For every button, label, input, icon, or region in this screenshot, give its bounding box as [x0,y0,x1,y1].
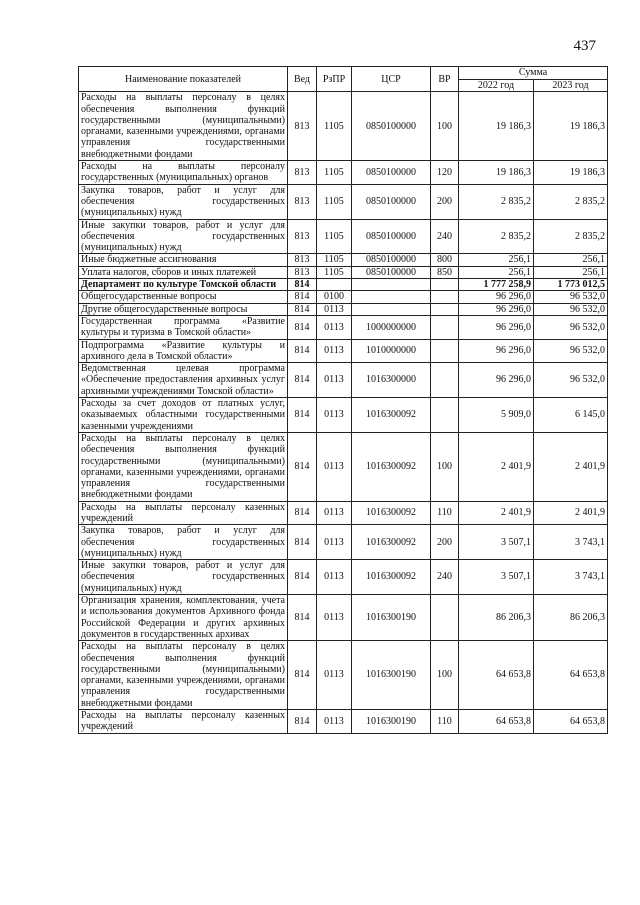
row-amount-2022: 2 401,9 [459,432,534,501]
row-csr: 0850100000 [352,184,431,219]
row-ved: 814 [288,398,317,433]
row-amount-2022: 19 186,3 [459,92,534,161]
row-vr: 100 [431,92,459,161]
row-rzpr: 1105 [317,254,352,266]
row-name: Другие общегосударственные вопросы [79,303,288,315]
table-row [79,279,608,291]
row-amount-2023: 2 835,2 [534,184,608,219]
row-csr: 1016300000 [352,363,431,398]
row-vr: 850 [431,266,459,278]
table-row [79,363,608,398]
row-vr: 100 [431,641,459,710]
header-rzpr: РзПР [317,67,352,92]
row-amount-2022: 19 186,3 [459,161,534,185]
row-name: Расходы на выплаты персоналу казенных учреждений [79,710,288,734]
header-name: Наименование показателей [79,67,288,92]
table-row [79,432,608,501]
row-csr: 1016300092 [352,501,431,525]
row-rzpr: 1105 [317,266,352,278]
row-rzpr: 0113 [317,363,352,398]
row-ved: 813 [288,184,317,219]
row-name: Уплата налогов, сборов и иных платежей [79,266,288,278]
row-csr: 1016300092 [352,525,431,560]
header-csr: ЦСР [352,67,431,92]
table-row [79,219,608,254]
row-name: Иные закупки товаров, работ и услуг для обеспечения государственных (муниципальных) нужд [79,560,288,595]
row-name: Расходы за счет доходов от платных услуг, оказываемых областными государственными казенными учреждениями [79,398,288,433]
table-row [79,710,608,734]
row-amount-2023: 1 773 012,5 [534,279,608,291]
row-vr: 200 [431,525,459,560]
row-amount-2023: 64 653,8 [534,641,608,710]
row-vr: 240 [431,560,459,595]
row-rzpr: 0113 [317,432,352,501]
row-rzpr: 1105 [317,92,352,161]
row-ved: 814 [288,641,317,710]
row-amount-2022: 86 206,3 [459,595,534,641]
row-name: Подпрограмма «Развитие культуры и архивного дела в Томской области» [79,339,288,363]
row-csr: 1016300190 [352,641,431,710]
header-vr: ВР [431,67,459,92]
row-csr: 1016300190 [352,710,431,734]
table-row [79,266,608,278]
row-vr [431,303,459,315]
row-vr: 200 [431,184,459,219]
row-rzpr: 1105 [317,219,352,254]
row-vr: 120 [431,161,459,185]
row-rzpr: 1105 [317,184,352,219]
row-amount-2022: 96 296,0 [459,339,534,363]
row-ved: 814 [288,291,317,303]
row-name: Расходы на выплаты персоналу в целях обеспечения выполнения функций государственными (муниципальными) органами, казенными учреждениями, органами управления государственными внебюджетными фондами [79,432,288,501]
row-ved: 814 [288,315,317,339]
row-name: Департамент по культуре Томской области [79,279,288,291]
row-csr: 1010000000 [352,339,431,363]
row-amount-2022: 256,1 [459,266,534,278]
row-csr: 0850100000 [352,219,431,254]
row-amount-2023: 2 835,2 [534,219,608,254]
row-ved: 814 [288,363,317,398]
row-amount-2023: 19 186,3 [534,161,608,185]
row-amount-2022: 3 507,1 [459,525,534,560]
row-csr: 0850100000 [352,92,431,161]
row-amount-2023: 3 743,1 [534,525,608,560]
row-name: Закупка товаров, работ и услуг для обеспечения государственных (муниципальных) нужд [79,184,288,219]
row-amount-2022: 64 653,8 [459,710,534,734]
row-amount-2023: 96 532,0 [534,339,608,363]
row-rzpr: 0113 [317,501,352,525]
row-name: Закупка товаров, работ и услуг для обеспечения государственных (муниципальных) нужд [79,525,288,560]
row-csr [352,291,431,303]
row-csr [352,303,431,315]
row-amount-2023: 6 145,0 [534,398,608,433]
row-amount-2022: 5 909,0 [459,398,534,433]
row-vr [431,291,459,303]
row-ved: 814 [288,595,317,641]
row-amount-2023: 2 401,9 [534,501,608,525]
row-vr: 240 [431,219,459,254]
table-row [79,560,608,595]
row-amount-2023: 96 532,0 [534,315,608,339]
row-amount-2022: 256,1 [459,254,534,266]
row-name: Иные закупки товаров, работ и услуг для обеспечения государственных (муниципальных) нужд [79,219,288,254]
row-name: Расходы на выплаты персоналу в целях обеспечения выполнения функций государственными (муниципальными) органами, казенными учреждениями, органами управления государственными внебюджетными фондами [79,92,288,161]
row-rzpr: 0113 [317,315,352,339]
row-amount-2023: 256,1 [534,266,608,278]
row-ved: 813 [288,219,317,254]
table-row [79,501,608,525]
row-amount-2023: 86 206,3 [534,595,608,641]
row-amount-2022: 96 296,0 [459,303,534,315]
header-sum: Сумма [459,67,608,80]
row-ved: 813 [288,161,317,185]
row-name: Государственная программа «Развитие культуры и туризма в Томской области» [79,315,288,339]
row-vr: 110 [431,710,459,734]
header-ved: Вед [288,67,317,92]
row-rzpr: 0113 [317,303,352,315]
row-ved: 813 [288,254,317,266]
row-vr [431,398,459,433]
row-rzpr: 0113 [317,641,352,710]
row-ved: 813 [288,92,317,161]
row-vr [431,315,459,339]
row-name: Ведомственная целевая программа «Обеспечение предоставления архивных услуг архивными учреждениями Томской области» [79,363,288,398]
row-amount-2022: 64 653,8 [459,641,534,710]
row-ved: 813 [288,266,317,278]
row-amount-2023: 64 653,8 [534,710,608,734]
table-row [79,595,608,641]
row-csr: 1000000000 [352,315,431,339]
row-ved: 814 [288,432,317,501]
row-amount-2022: 2 835,2 [459,184,534,219]
row-vr [431,595,459,641]
row-amount-2022: 2 835,2 [459,219,534,254]
row-rzpr: 1105 [317,161,352,185]
table-row [79,161,608,185]
row-vr: 800 [431,254,459,266]
row-amount-2023: 256,1 [534,254,608,266]
row-amount-2022: 96 296,0 [459,363,534,398]
table-row [79,184,608,219]
row-rzpr: 0113 [317,339,352,363]
row-name: Расходы на выплаты персоналу государственных (муниципальных) органов [79,161,288,185]
row-rzpr: 0113 [317,595,352,641]
row-amount-2023: 96 532,0 [534,303,608,315]
row-name: Общегосударственные вопросы [79,291,288,303]
table-row [79,339,608,363]
row-ved: 814 [288,525,317,560]
table-row [79,254,608,266]
table-row [79,525,608,560]
row-vr: 110 [431,501,459,525]
table-row [79,303,608,315]
row-rzpr: 0113 [317,560,352,595]
row-csr: 0850100000 [352,254,431,266]
row-vr [431,363,459,398]
table-row [79,291,608,303]
row-amount-2022: 3 507,1 [459,560,534,595]
row-rzpr: 0100 [317,291,352,303]
row-rzpr [317,279,352,291]
row-amount-2023: 96 532,0 [534,291,608,303]
row-name: Иные бюджетные ассигнования [79,254,288,266]
row-vr: 100 [431,432,459,501]
row-name: Расходы на выплаты персоналу в целях обеспечения выполнения функций государственными (муниципальными) органами, казенными учреждениями, органами управления государственными внебюджетными фондами [79,641,288,710]
row-vr [431,339,459,363]
row-rzpr: 0113 [317,525,352,560]
row-csr: 1016300092 [352,398,431,433]
row-amount-2023: 2 401,9 [534,432,608,501]
row-csr: 1016300190 [352,595,431,641]
header-year-2022: 2022 год [459,80,534,92]
row-amount-2022: 96 296,0 [459,315,534,339]
table-row [79,398,608,433]
row-ved: 814 [288,560,317,595]
page-number: 437 [573,38,596,54]
row-ved: 814 [288,501,317,525]
table-row [79,92,608,161]
row-csr: 0850100000 [352,161,431,185]
row-amount-2023: 19 186,3 [534,92,608,161]
row-rzpr: 0113 [317,710,352,734]
table-row [79,315,608,339]
row-csr [352,279,431,291]
row-ved: 814 [288,279,317,291]
row-ved: 814 [288,303,317,315]
row-vr [431,279,459,291]
row-amount-2022: 1 777 258,9 [459,279,534,291]
header-year-2023: 2023 год [534,80,608,92]
row-ved: 814 [288,339,317,363]
row-csr: 0850100000 [352,266,431,278]
row-name: Организация хранения, комплектования, учета и использования документов Архивного фонда Российской Федерации и других архивных документов в государственных архивах [79,595,288,641]
row-rzpr: 0113 [317,398,352,433]
row-amount-2022: 2 401,9 [459,501,534,525]
row-csr: 1016300092 [352,560,431,595]
row-amount-2022: 96 296,0 [459,291,534,303]
table-row [79,641,608,710]
row-amount-2023: 96 532,0 [534,363,608,398]
row-name: Расходы на выплаты персоналу казенных учреждений [79,501,288,525]
row-csr: 1016300092 [352,432,431,501]
row-amount-2023: 3 743,1 [534,560,608,595]
row-ved: 814 [288,710,317,734]
budget-table [78,66,608,734]
